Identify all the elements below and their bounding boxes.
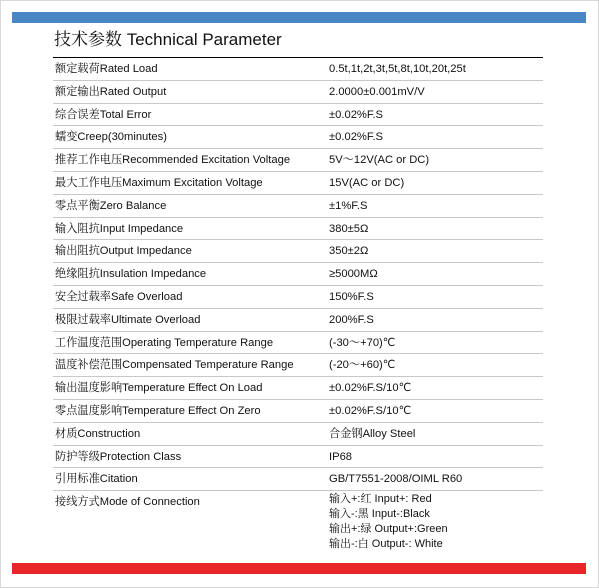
top-accent-bar [12,12,586,23]
table-row [53,377,543,400]
param-value: 合金钢Alloy Steel [329,427,416,440]
param-label: 工作温度范围Operating Temperature Range [55,336,274,349]
table-row [53,195,543,218]
parameter-table [53,57,543,587]
table-row [53,263,543,286]
param-label: 极限过载率Ultimate Overload [55,313,201,326]
param-label: 推荐工作电压Recommended Excitation Voltage [55,154,291,167]
param-label: 绝缘阻抗Insulation Impedance [55,268,207,281]
param-label: 温度补偿范围Compensated Temperature Range [55,359,294,372]
connection-line: 输入-:黑 Input-:Black [329,508,430,521]
param-label: 综合误差Total Error [55,108,152,121]
param-label: 防护等级Protection Class [55,450,182,463]
table-row [53,354,543,377]
param-label: 蠕变Creep(30minutes) [55,131,167,144]
param-label: 额定载荷Rated Load [55,63,158,75]
param-label: 输出阻抗Output Impedance [55,245,192,258]
param-value: (-20～+60)℃ [329,359,396,372]
table-row [53,218,543,241]
param-value: IP68 [329,450,353,463]
param-value: (-30～+70)℃ [329,336,396,349]
param-label: 输入阻抗Input Impedance [55,222,184,235]
table-row [53,126,543,149]
param-value: 200%F.S [329,313,374,326]
param-value: ±0.02%F.S/10℃ [329,382,412,395]
param-value: 150%F.S [329,290,374,303]
table-row [53,81,543,104]
param-label: 零点平衡Zero Balance [55,199,167,212]
table-row [53,240,543,263]
bottom-accent-bar [12,563,586,574]
table-row [53,332,543,355]
connection-line: 输出+:绿 Output+:Green [329,523,448,536]
param-value: ≥5000MΩ [329,268,378,281]
param-value: GB/T7551-2008/OIML R60 [329,473,463,486]
param-label: 材质Construction [55,427,141,440]
param-label: 额定输出Rated Output [55,85,167,98]
param-value: ±0.02%F.S/10℃ [329,404,412,417]
table-row [53,58,543,81]
param-value: 350±2Ω [329,245,369,258]
table-row [53,104,543,127]
param-label: 安全过载率Safe Overload [55,290,183,303]
param-value: 380±5Ω [329,222,369,235]
param-value: ±0.02%F.S [329,108,384,121]
table-row [53,423,543,446]
param-value: 0.5t,1t,2t,3t,5t,8t,10t,20t,25t [329,63,466,75]
param-label: 引用标准Citation [55,473,138,486]
param-value: ±0.02%F.S [329,131,384,144]
table-row [53,286,543,309]
param-label: 输出温度影响Temperature Effect On Load [55,382,263,395]
table-row [53,172,543,195]
param-label: 零点温度影响Temperature Effect On Zero [55,404,261,417]
connection-line: 输入+:红 Input+: Red [329,493,432,506]
connection-label: 接线方式Mode of Connection [55,496,200,509]
param-value: 2.0000±0.001mV/V [329,85,425,98]
page-title: 技术参数 Technical Parameter [54,30,282,49]
table-row [53,309,543,332]
table-row [53,400,543,423]
param-label: 最大工作电压Maximum Excitation Voltage [55,176,263,189]
table-row [53,149,543,172]
param-value: ±1%F.S [329,199,368,212]
table-row [53,468,543,491]
table-row [53,446,543,469]
param-value: 5V～12V(AC or DC) [329,154,430,167]
connection-line: 输出-:白 Output-: White [329,538,443,551]
param-value: 15V(AC or DC) [329,176,405,189]
